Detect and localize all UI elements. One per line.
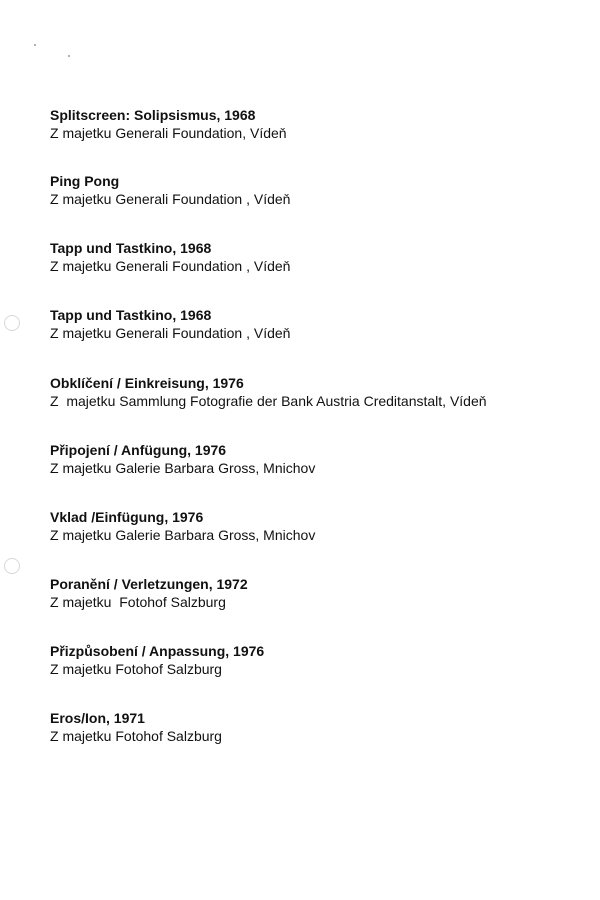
artwork-owner: Z majetku Fotohof Salzburg	[50, 728, 222, 744]
artwork-entry	[50, 642, 590, 678]
punch-hole-mark	[4, 315, 20, 331]
artwork-entry	[50, 374, 590, 410]
punch-hole-mark	[4, 558, 20, 574]
artwork-title: Připojení / Anfügung, 1976	[50, 442, 227, 458]
artwork-entry	[50, 172, 590, 208]
artwork-owner: Z majetku Galerie Barbara Gross, Mnichov	[50, 527, 316, 543]
artwork-owner: Z majetku Fotohof Salzburg	[50, 661, 222, 677]
scan-speck	[34, 44, 36, 46]
artwork-entry	[50, 239, 590, 275]
artwork-owner: Z majetku Generali Foundation , Vídeň	[50, 191, 291, 207]
scan-speck	[68, 55, 70, 57]
artwork-owner: Z majetku Galerie Barbara Gross, Mnichov	[50, 460, 316, 476]
artwork-owner: Z majetku Generali Foundation , Vídeň	[50, 258, 291, 274]
artwork-title: Tapp und Tastkino, 1968	[50, 240, 212, 256]
artwork-owner: Z majetku Generali Foundation, Vídeň	[50, 125, 287, 141]
artwork-owner: Z majetku Fotohof Salzburg	[50, 594, 226, 610]
artwork-entry	[50, 709, 590, 745]
artwork-title: Eros/Ion, 1971	[50, 710, 145, 726]
artwork-title: Tapp und Tastkino, 1968	[50, 307, 212, 323]
artwork-entry	[50, 575, 590, 611]
artwork-title: Vklad /Einfügung, 1976	[50, 509, 204, 525]
artwork-owner: Z majetku Generali Foundation , Vídeň	[50, 325, 291, 341]
artwork-owner: Z majetku Sammlung Fotografie der Bank Austria Creditanstalt, Vídeň	[50, 393, 487, 409]
artwork-title: Obklíčení / Einkreisung, 1976	[50, 375, 244, 391]
artwork-title: Splitscreen: Solipsismus, 1968	[50, 107, 256, 123]
artwork-entry	[50, 306, 590, 342]
artwork-title: Ping Pong	[50, 173, 120, 189]
artwork-entry	[50, 508, 590, 544]
artwork-entry	[50, 106, 590, 142]
artwork-entry	[50, 441, 590, 477]
artwork-title: Přizpůsobení / Anpassung, 1976	[50, 643, 265, 659]
artwork-title: Poranění / Verletzungen, 1972	[50, 576, 248, 592]
